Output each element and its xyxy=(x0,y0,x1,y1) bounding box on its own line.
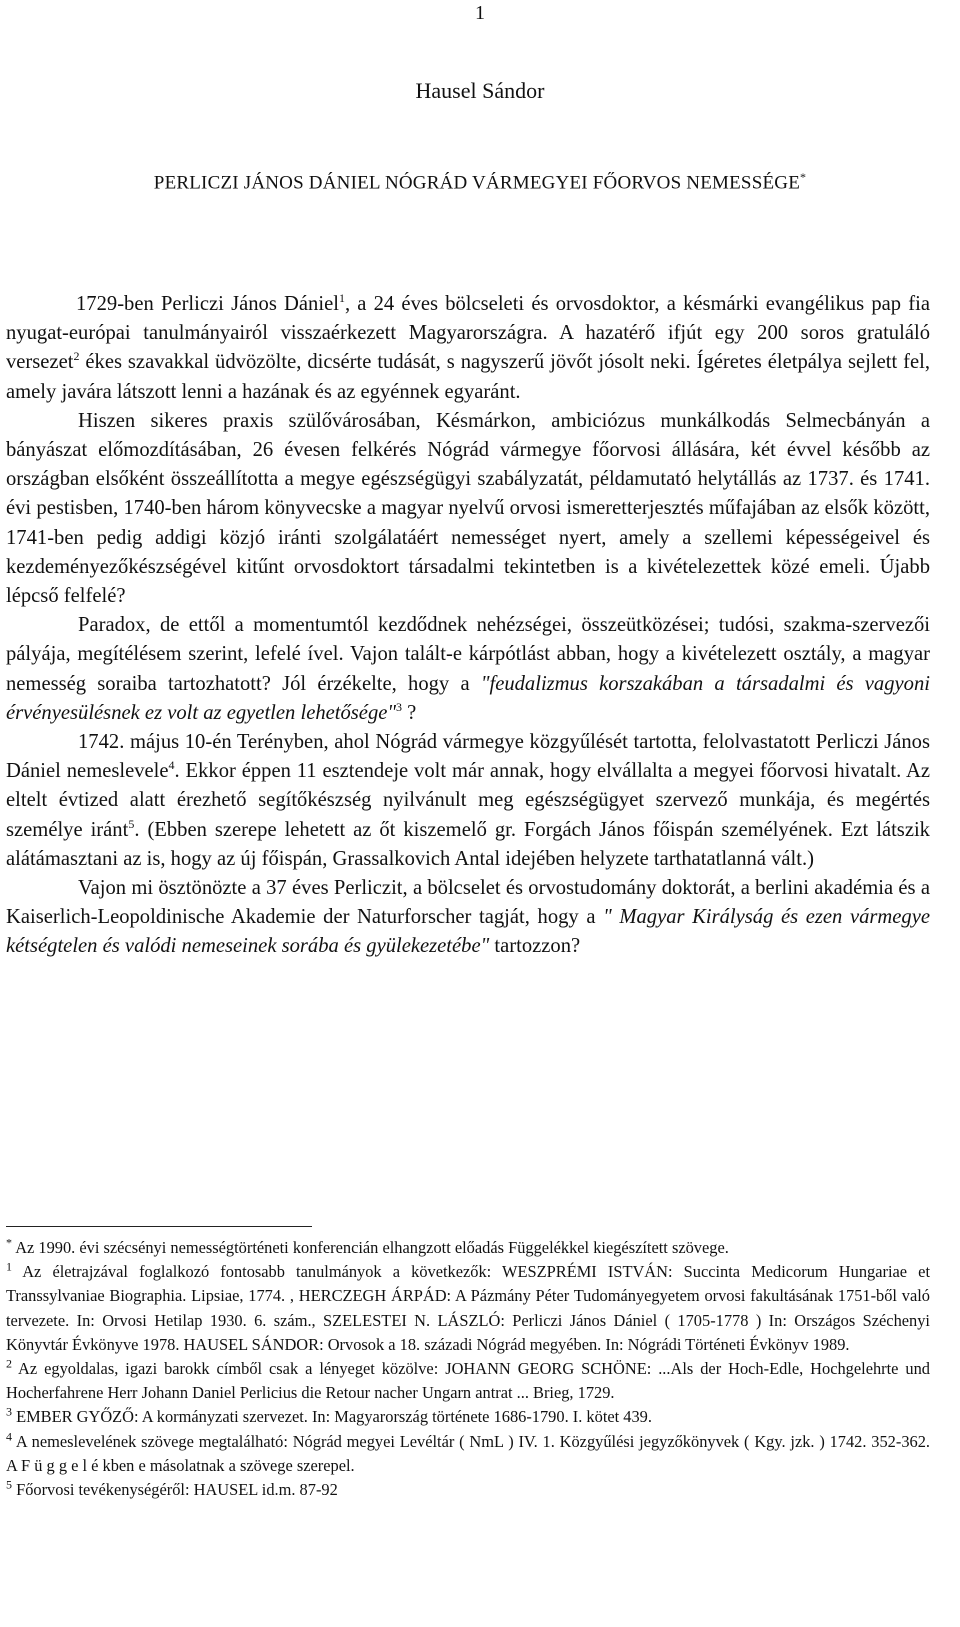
footnote-4 xyxy=(6,1430,930,1478)
paragraph-1-part-b: , a 24 éves bölcseleti és orvosdoktor, a késmárki evangélikus pap fia nyugat-európai tanulmányairól visszaérkezett Magyarországra. A hazatérő ifjút egy 200 soros gratuláló versezet xyxy=(6,293,930,374)
paragraph-5-part-b: tartozzon? xyxy=(489,935,581,958)
title-footnote-mark: * xyxy=(800,170,807,184)
author-name: Hausel Sándor xyxy=(415,78,545,103)
footnote-text: Főorvosi tevékenységéről: HAUSEL id.m. 87-92 xyxy=(12,1480,338,1500)
paragraph-3 xyxy=(6,611,930,728)
footnote-text: EMBER GYŐZŐ: A kormányzati szervezet. In: Magyarország története 1686-1790. I. kötet 439. xyxy=(12,1407,652,1427)
paragraph-1 xyxy=(6,290,930,407)
footnote-2 xyxy=(6,1357,930,1405)
paragraph-3-quote: "feudalizmus korszakában a társadalmi és vagyoni érvényesülésnek ez volt az egyetlen lehetősége" xyxy=(6,672,930,724)
footnote-mark: * xyxy=(6,1235,12,1250)
paragraph-5 xyxy=(6,874,930,962)
body-text xyxy=(6,290,930,962)
footnote-text: Az egyoldalas, igazi barokk címből csak a lényeget közölve: JOHANN GEORG SCHÖNE: ...Als der Hoch-Edle, Hochgelehrte und Hocherfahrene Herr Johann Daniel Perlicius die Retour nacher Ungarn antrat ... Brieg, 1729. xyxy=(6,1359,930,1403)
paragraph-5-quote: " Magyar Királyság és ezen vármegye kétségtelen és valódi nemeseinek sorába és gyülekezetébe" xyxy=(6,906,931,958)
paragraph-4-part-a: 1742. május 10-én Terényben, ahol Nógrád vármegye közgyűlését tartotta, felolvastatott Perliczi János Dániel nemeslevele xyxy=(6,731,930,783)
footnote-5 xyxy=(6,1478,930,1502)
footnote-text: Az 1990. évi szécsényi nemességtörténeti konferencián elhangzott előadás Függelékkel kiegészített szövege. xyxy=(12,1238,729,1257)
footnote-mark: 5 xyxy=(6,1477,12,1492)
paragraph-4-part-b: . Ekkor éppen 11 esztendeje volt már annak, hogy elvállalta a megyei főorvosi hivatalt. Az eltelt évtized alatt érezhető segítőkészség nyilvánult meg egészségügyet szervező munkája, és megértés személye iránt xyxy=(6,760,930,841)
footnote-1 xyxy=(6,1260,930,1357)
page-number: 1 xyxy=(475,2,485,24)
paragraph-5-part-a: Vajon mi ösztönözte a 37 éves Perliczit, a bölcselet és orvostudomány doktorát, a berlini akadémia és a Kaiserlich-Leopoldinische Akademie der Naturforscher tagját, hogy a xyxy=(6,877,930,929)
paragraph-3-part-b: ? xyxy=(402,701,417,724)
footnote-ref-4: 4 xyxy=(168,758,175,773)
paragraph-1-part-c: ékes szavakkal üdvözölte, dicsérte tudását, s nagyszerű jövőt jósolt neki. Ígéretes életpálya sejlett fel, amely javára látszott lenni a hazának és az egyénnek egyaránt. xyxy=(6,351,930,403)
paragraph-4-part-c: . (Ebben szerepe lehetett az őt kiszemelő gr. Forgách János főispán személyének. Ezt látszik alátámasztani az is, hogy az új főispán, Grassalkovich Antal idejében helyzete tarthatatlanná vált.) xyxy=(6,818,930,870)
footnote-3 xyxy=(6,1405,930,1429)
footnote-separator xyxy=(6,1226,312,1227)
footnote-ref-2: 2 xyxy=(73,349,80,364)
footnote-mark: 3 xyxy=(6,1404,12,1419)
footnote-ref-3: 3 xyxy=(396,699,403,714)
footnote-text: Az életrajzával foglalkozó fontosabb tanulmányok a következők: WESZPRÉMI ISTVÁN: Succinta Medicorum Hungariae et Transsylvaniae Biographia. Lipsiae, 1774. , HERCZEGH ÁRPÁD: A Pázmány Péter Tudományegyetem orvosi fakultásának 1751-ből való tervezete. In: Orvosi Hetilap 1930. 6. szám., SZELESTEI N. LÁSZLÓ: Perliczi János Dániel ( 1705-1778 ) In: Országos Széchenyi Könyvtár Évkönyve 1978. HAUSEL SÁNDOR: Orvosok a 18. századi Nógrád megyében. In: Nógrádi Történeti Évkönyv 1989. xyxy=(6,1262,930,1354)
footnote-mark: 1 xyxy=(6,1259,12,1274)
paragraph-4 xyxy=(6,728,930,874)
footnotes xyxy=(6,1236,930,1502)
footnote-mark: 4 xyxy=(6,1429,12,1444)
footnote-text: A nemeslevelének szövege megtalálható: Nógrád megyei Levéltár ( NmL ) IV. 1. Közgyűlési jegyzőkönyvek ( Kgy. jzk. ) 1742. 352-362. A F ü g g e l é kben e másolatnak a szövege szerepel. xyxy=(6,1431,930,1475)
document-title xyxy=(0,170,960,194)
footnote-ref-5: 5 xyxy=(128,816,135,831)
title-text: PERLICZI JÁNOS DÁNIEL NÓGRÁD VÁRMEGYEI FŐORVOS NEMESSÉGE xyxy=(153,172,800,194)
paragraph-2: Hiszen sikeres praxis szülővárosában, Késmárkon, ambiciózus munkálkodás Selmecbányán a bányászat előmozdításában, 26 évesen felkérés Nógrád vármegye főorvosi állására, két évvel később az országban elsőként összeállította a megye egészségügyi szabályzatát, példamutató helytállás az 1737. és 1741. évi pestisben, 1740-ben három könyvecske a magyar nyelvű orvosi ismeretterjesztés műfajában az elsők között, 1741-ben pedig addigi közjó iránti szolgálatáért nemességet nyert, amely a szellemi képességeivel és kezdeményezőkészségével kitűnt orvosdoktort társadalmi tekintetben is a kivételezettek közé emeli. Újabb lépcső felfelé? xyxy=(6,409,930,608)
footnote-mark: 2 xyxy=(6,1356,12,1371)
footnote-star xyxy=(6,1236,930,1260)
paragraph-3-part-a: Paradox, de ettől a momentumtól kezdődnek nehézségei, összeütközései; tudósi, szakma-szervezői pályája, megítélésem szerint, lefelé ível. Vajon talált-e kárpótlást abban, hogy a kivételezett osztály, a magyar nemesség soraiba tartozhatott? Jól érzékelte, hogy a xyxy=(6,614,930,695)
paragraph-1-part-a: 1729-ben Perliczi János Dániel xyxy=(76,293,339,315)
footnote-ref-1: 1 xyxy=(338,291,345,306)
